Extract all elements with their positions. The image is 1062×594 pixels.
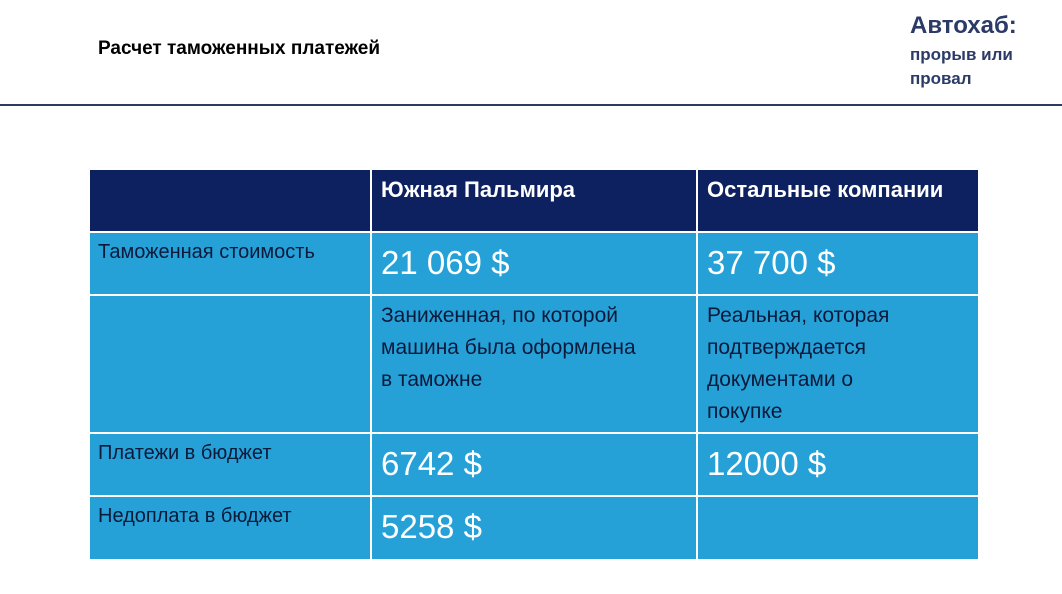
table-row <box>90 497 978 559</box>
description-line: в таможне <box>381 368 483 391</box>
table-header-cell-empty <box>90 170 370 231</box>
table-header-label: Южная Пальмира <box>381 177 576 202</box>
description-line: Заниженная, по которой <box>381 304 619 327</box>
row-label <box>90 296 370 304</box>
description-text <box>698 296 978 428</box>
description-cell <box>698 296 978 432</box>
value-text: 37 700 $ <box>707 244 836 281</box>
brand-subtitle-line: провал <box>910 69 972 88</box>
row-label: Платежи в бюджет <box>98 442 272 464</box>
value-cell <box>372 434 696 495</box>
row-label: Таможенная стоимость <box>98 241 315 263</box>
table-header-label: Остальные компании <box>707 177 944 202</box>
row-label: Недоплата в бюджет <box>98 505 292 527</box>
description-line: подтверждается <box>707 336 866 359</box>
row-label-cell <box>90 434 370 495</box>
value-text: 5258 $ <box>381 508 482 545</box>
value-text: 21 069 $ <box>381 244 510 281</box>
description-cell <box>372 296 696 432</box>
row-label-cell <box>90 233 370 294</box>
brand-subtitle <box>910 43 1017 91</box>
description-line: документами о <box>707 368 854 391</box>
value-cell <box>698 434 978 495</box>
brand-subtitle-line: прорыв или <box>910 45 1013 64</box>
slide-title: Расчет таможенных платежей <box>98 38 381 59</box>
table-header-cell <box>698 170 978 231</box>
description-line: Реальная, которая <box>707 304 890 327</box>
header-divider <box>0 104 1062 106</box>
table-row <box>90 434 978 495</box>
value-text <box>698 497 978 508</box>
value-cell-empty <box>698 497 978 559</box>
description-text <box>372 296 696 396</box>
description-line: машина была оформлена <box>381 336 636 359</box>
row-label-cell <box>90 296 370 432</box>
table-row <box>90 233 978 294</box>
value-text: 12000 $ <box>707 445 827 482</box>
table-header-label <box>90 170 370 177</box>
customs-payments-table <box>90 170 978 559</box>
value-cell <box>372 233 696 294</box>
row-label-cell <box>90 497 370 559</box>
table-header-row <box>90 170 978 231</box>
table-row <box>90 296 978 432</box>
brand-block <box>910 12 1017 91</box>
value-cell <box>698 233 978 294</box>
value-cell <box>372 497 696 559</box>
description-line: покупке <box>707 400 783 423</box>
table-header-cell <box>372 170 696 231</box>
value-text: 6742 $ <box>381 445 482 482</box>
brand-title: Автохаб: <box>910 12 1017 39</box>
